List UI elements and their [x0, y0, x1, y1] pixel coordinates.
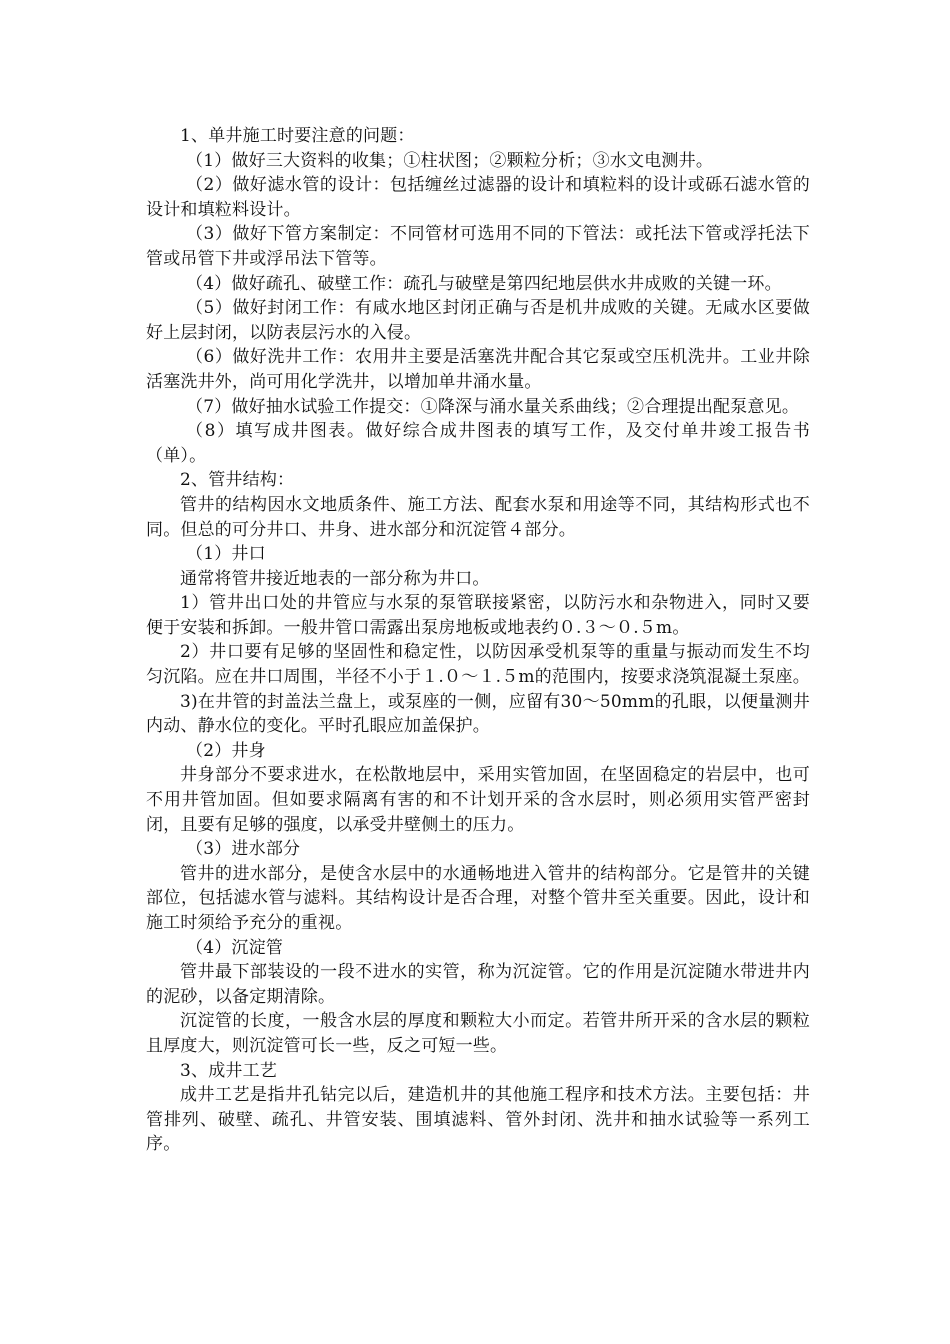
subsection-heading: （1）井口: [186, 544, 266, 565]
section-heading: 3、成井工艺: [180, 1060, 278, 1081]
paragraph: 成井工艺是指井孔钻完以后，建造机井的其他施工程序和技术方法。主要包括：井管排列、破壁、疏孔、井管安装、围填滤料、管外封闭、洗井和抽水试验等一系列工序。: [146, 1085, 810, 1155]
paragraph: （5）做好封闭工作：有咸水地区封闭正确与否是机井成败的关键。无咸水区要做好上层封闭，以防表层污水的入侵。: [146, 298, 810, 343]
paragraph: （2）做好滤水管的设计：包括缠丝过滤器的设计和填粒料的设计或砾石滤水管的设计和填粒料设计。: [146, 175, 810, 220]
paragraph: 2）井口要有足够的坚固性和稳定性，以防因承受机泵等的重量与振动而发生不均匀沉陷。应在井口周围，半径不小于１.０～１.５m的范围内，按要求浇筑混凝土泵座。: [146, 642, 810, 688]
document-body: [146, 124, 810, 1157]
paragraph: （1）做好三大资料的收集；①柱状图；②颗粒分析；③水文电测井。: [186, 150, 714, 171]
section-heading: 2、管井结构：: [180, 470, 295, 491]
paragraph: 井身部分不要求进水，在松散地层中，采用实管加固，在坚固稳定的岩层中，也可不用井管加固。但如要求隔离有害的和不计划开采的含水层时，则必须用实管严密封闭，且要有足够的强度，以承受井壁侧土的压力。: [146, 765, 810, 835]
paragraph: （3）做好下管方案制定：不同管材可选用不同的下管法：或托法下管或浮托法下管或吊管下井或浮吊法下管等。: [146, 224, 810, 269]
paragraph: 管井的进水部分，是使含水层中的水通畅地进入管井的结构部分。它是管井的关键部位，包括滤水管与滤料。其结构设计是否合理，对整个管井至关重要。因此，设计和施工时须给予充分的重视。: [146, 863, 810, 933]
paragraph: 沉淀管的长度，一般含水层的厚度和颗粒大小而定。若管井所开采的含水层的颗粒且厚度大，则沉淀管可长一些，反之可短一些。: [146, 1011, 810, 1056]
paragraph: 管井的结构因水文地质条件、施工方法、配套水泵和用途等不同，其结构形式也不同。但总的可分井口、井身、进水部分和沉淀管４部分。: [146, 494, 810, 540]
paragraph: 管井最下部装设的一段不进水的实管，称为沉淀管。它的作用是沉淀随水带进井内的泥砂，以备定期清除。: [146, 962, 810, 1007]
section-heading: 1、单井施工时要注意的问题：: [180, 126, 415, 146]
paragraph: 通常将管井接近地表的一部分称为井口。: [180, 568, 490, 589]
paragraph: （7）做好抽水试验工作提交：①降深与涌水量关系曲线；②合理提出配泵意见。: [186, 396, 800, 417]
paragraph: 3)在井管的封盖法兰盘上，或泵座的一侧，应留有30～50mm的孔眼，以便量测井内动、静水位的变化。平时孔眼应加盖保护。: [146, 691, 810, 737]
paragraph: （8）填写成井图表。做好综合成井图表的填写工作，及交付单井竣工报告书（单）。: [146, 421, 810, 466]
subsection-heading: （2）井身: [186, 740, 266, 761]
paragraph: （6）做好洗井工作：农用井主要是活塞洗井配合其它泵或空压机洗井。工业井除活塞洗井外，尚可用化学洗井，以增加单井涌水量。: [146, 347, 810, 392]
subsection-heading: （3）进水部分: [186, 839, 301, 860]
paragraph: 1）管井出口处的井管应与水泵的泵管联接紧密，以防污水和杂物进入，同时又要便于安装和拆卸。一般井管口需露出泵房地板或地表约０.３～０.５m。: [146, 593, 810, 638]
subsection-heading: （4）沉淀管: [186, 937, 284, 958]
paragraph: （4）做好疏孔、破壁工作：疏孔与破壁是第四纪地层供水井成败的关键一环。: [186, 273, 782, 294]
